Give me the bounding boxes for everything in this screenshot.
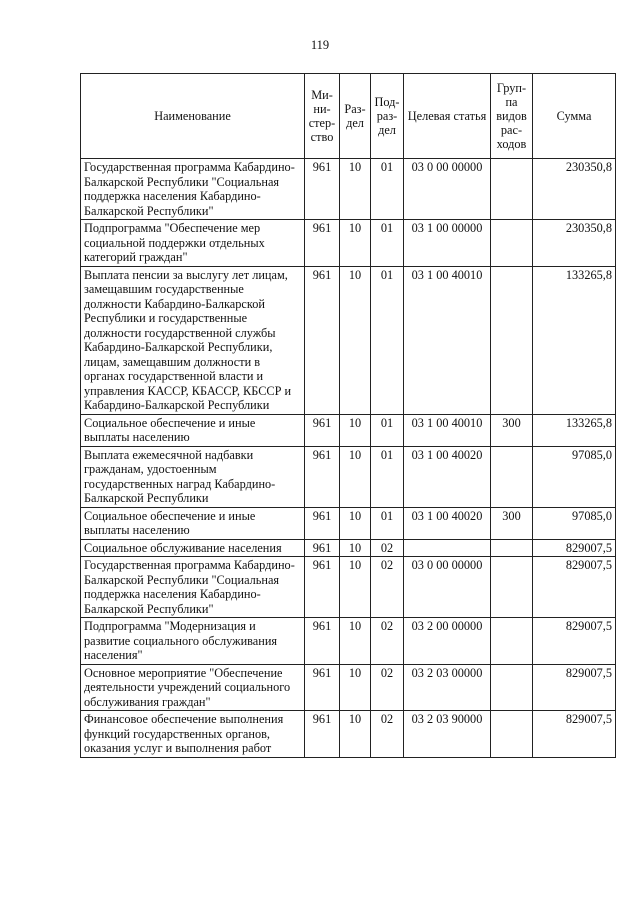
table-row — [81, 711, 616, 758]
cell-subsection: 02 — [371, 618, 404, 665]
cell-section: 10 — [340, 557, 371, 618]
table-row — [81, 507, 616, 539]
cell-ministry: 961 — [305, 711, 340, 758]
cell-ministry: 961 — [305, 664, 340, 711]
cell-name: Финансовое обеспечение выполнения функций государственных органов, оказания услуг и выполнения работ — [81, 711, 305, 758]
cell-section: 10 — [340, 618, 371, 665]
cell-group — [491, 220, 533, 267]
cell-group: 300 — [491, 507, 533, 539]
cell-sum: 97085,0 — [533, 446, 616, 507]
cell-subsection: 01 — [371, 414, 404, 446]
cell-group — [491, 711, 533, 758]
cell-group — [491, 539, 533, 557]
cell-name: Социальное обслуживание населения — [81, 539, 305, 557]
cell-name: Выплата пенсии за выслугу лет лицам, замещавшим государственные должности Кабардино-Балкарской Республики и государственные должности государственной службы Кабардино-Балкарской Республики, лицам, замещавшим должности в органах государственной власти и управления КАССР, КБАССР, КБССР и Кабардино-Балкарской Республики — [81, 266, 305, 414]
cell-name: Подпрограмма "Обеспечение мер социальной поддержки отдельных категорий граждан" — [81, 220, 305, 267]
cell-ministry: 961 — [305, 539, 340, 557]
cell-section: 10 — [340, 266, 371, 414]
cell-group — [491, 557, 533, 618]
cell-sum: 97085,0 — [533, 507, 616, 539]
cell-subsection: 01 — [371, 220, 404, 267]
header-ministry: Ми- ни- стер- ство — [305, 74, 340, 159]
cell-target: 03 1 00 40020 — [404, 507, 491, 539]
cell-name: Социальное обеспечение и иные выплаты населению — [81, 414, 305, 446]
cell-section: 10 — [340, 664, 371, 711]
cell-ministry: 961 — [305, 446, 340, 507]
cell-group — [491, 266, 533, 414]
cell-section: 10 — [340, 507, 371, 539]
cell-subsection: 02 — [371, 664, 404, 711]
header-target: Целевая статья — [404, 74, 491, 159]
cell-name: Социальное обеспечение и иные выплаты населению — [81, 507, 305, 539]
cell-target: 03 2 00 00000 — [404, 618, 491, 665]
cell-subsection: 02 — [371, 557, 404, 618]
cell-name: Основное мероприятие "Обеспечение деятельности учреждений социального обслуживания граждан" — [81, 664, 305, 711]
page-number: 119 — [310, 38, 330, 52]
table-row — [81, 220, 616, 267]
cell-subsection: 01 — [371, 266, 404, 414]
header-sum: Сумма — [533, 74, 616, 159]
header-section: Раз- дел — [340, 74, 371, 159]
table-body — [81, 159, 616, 758]
cell-name: Выплата ежемесячной надбавки гражданам, удостоенным государственных наград Кабардино-Балкарской Республики — [81, 446, 305, 507]
cell-group — [491, 664, 533, 711]
cell-subsection: 02 — [371, 711, 404, 758]
cell-target: 03 2 03 90000 — [404, 711, 491, 758]
cell-name: Подпрограмма "Модернизация и развитие социального обслуживания населения" — [81, 618, 305, 665]
cell-ministry: 961 — [305, 159, 340, 220]
table-row — [81, 414, 616, 446]
table-row — [81, 266, 616, 414]
table-header-row — [81, 74, 616, 159]
cell-ministry: 961 — [305, 266, 340, 414]
cell-section: 10 — [340, 220, 371, 267]
cell-name: Государственная программа Кабардино-Балкарской Республики "Социальная поддержка населения Кабардино-Балкарской Республики" — [81, 159, 305, 220]
cell-sum: 829007,5 — [533, 618, 616, 665]
cell-target: 03 1 00 40010 — [404, 414, 491, 446]
cell-sum: 230350,8 — [533, 159, 616, 220]
cell-ministry: 961 — [305, 220, 340, 267]
cell-subsection: 02 — [371, 539, 404, 557]
cell-sum: 829007,5 — [533, 664, 616, 711]
cell-ministry: 961 — [305, 557, 340, 618]
cell-ministry: 961 — [305, 507, 340, 539]
cell-target: 03 2 03 00000 — [404, 664, 491, 711]
cell-target: 03 1 00 00000 — [404, 220, 491, 267]
cell-target: 03 1 00 40010 — [404, 266, 491, 414]
cell-sum: 829007,5 — [533, 539, 616, 557]
cell-name: Государственная программа Кабардино-Балкарской Республики "Социальная поддержка населения Кабардино-Балкарской Республики" — [81, 557, 305, 618]
cell-subsection: 01 — [371, 507, 404, 539]
cell-target: 03 1 00 40020 — [404, 446, 491, 507]
cell-subsection: 01 — [371, 159, 404, 220]
cell-section: 10 — [340, 159, 371, 220]
cell-ministry: 961 — [305, 618, 340, 665]
cell-target: 03 0 00 00000 — [404, 557, 491, 618]
cell-sum: 829007,5 — [533, 557, 616, 618]
cell-group: 300 — [491, 414, 533, 446]
table-row — [81, 446, 616, 507]
cell-sum: 133265,8 — [533, 414, 616, 446]
cell-group — [491, 159, 533, 220]
budget-table — [80, 73, 616, 758]
table-row — [81, 539, 616, 557]
header-subsection: Под- раз- дел — [371, 74, 404, 159]
table-row — [81, 664, 616, 711]
cell-subsection: 01 — [371, 446, 404, 507]
cell-target: 03 0 00 00000 — [404, 159, 491, 220]
cell-group — [491, 618, 533, 665]
cell-section: 10 — [340, 711, 371, 758]
header-name: Наименование — [81, 74, 305, 159]
cell-section: 10 — [340, 446, 371, 507]
table-row — [81, 557, 616, 618]
cell-section: 10 — [340, 414, 371, 446]
table-row — [81, 159, 616, 220]
cell-section: 10 — [340, 539, 371, 557]
header-group: Груп- па видов рас- ходов — [491, 74, 533, 159]
table-row — [81, 618, 616, 665]
cell-sum: 133265,8 — [533, 266, 616, 414]
cell-ministry: 961 — [305, 414, 340, 446]
cell-sum: 230350,8 — [533, 220, 616, 267]
cell-group — [491, 446, 533, 507]
cell-target — [404, 539, 491, 557]
cell-sum: 829007,5 — [533, 711, 616, 758]
